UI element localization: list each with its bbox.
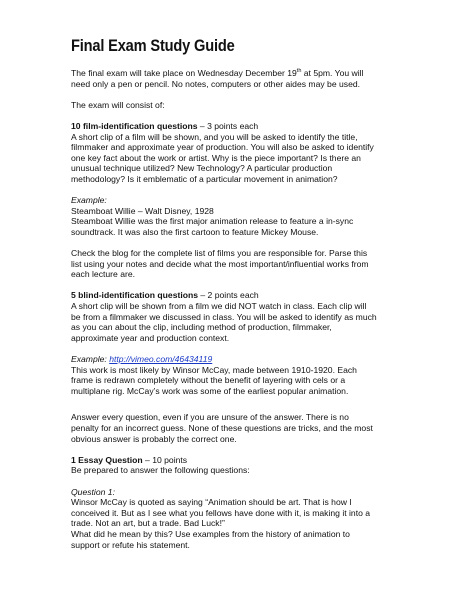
exam-consists-line: The exam will consist of: <box>71 99 165 110</box>
section1-body: A short clip of a film will be shown, and you will be asked to identify the title, filmmaker and approximate year of production. You will also be asked to identify one key fact about the work or artist. Why is the piece important? Is there an unusual technique utilized? New Technology? A particular production methodology? Is it emblematic of a particular movement in animation? <box>71 131 374 184</box>
answer-every-paragraph: Answer every question, even if you are unsure of the answer. There is no penalty for an incorrect guess. None of these questions are tricks, and the most obvious answer is probably the correct one. <box>71 412 373 444</box>
example-video-link[interactable]: http://vimeo.com/46434119 <box>109 354 213 365</box>
section2-example-label: Example: <box>71 354 107 365</box>
section1-heading-line <box>71 121 416 132</box>
section2-heading-line <box>71 290 416 301</box>
check-blog-paragraph: Check the blog for the complete list of films you are responsible for. Parse this list using your notes and decide what the most important/influential works from each lecture are. <box>71 248 369 280</box>
section1-points: – 3 points each <box>197 120 259 131</box>
document-title: Final Exam Study Guide <box>71 36 235 55</box>
intro-text-a: The final exam will take place on Wednesday December 19 <box>71 68 297 78</box>
section2-heading: 5 blind-identification questions <box>71 290 198 301</box>
intro-paragraph <box>71 68 416 89</box>
section1-example-body: Steamboat Willie – Walt Disney, 1928 Steamboat Willie was the first major animation release to feature a in-sync soundtrack. It was also the first cartoon to feature Mickey Mouse. <box>71 205 354 237</box>
section3-intro: Be prepared to answer the following questions: <box>71 465 250 476</box>
intro-superscript: th <box>296 68 302 75</box>
question1-body: Winsor McCay is quoted as saying “Animation should be art. That is how I conceived it. But as I see what you fellows have done with it, is making it into a trade. Not an art, but a trade. Bad Luck!” What did he mean by this? Use examples from the history of animation to support or refute his statement. <box>71 497 371 550</box>
section2-example-body: This work is most likely by Winsor McCay, made between 1910-1920. Each frame is redrawn completely without the benefit of layering with cels or a multiplane rig. McCay’s work was some of the earliest popular animation. <box>71 364 357 396</box>
section1-example-label: Example: <box>71 195 107 206</box>
section3-heading-line <box>71 455 416 466</box>
section3-points: – 10 points <box>142 454 188 465</box>
section2-points: – 2 points each <box>198 290 259 301</box>
section3-heading: 1 Essay Question <box>71 454 143 465</box>
intro-text-b: at 5pm. You will need only a pen or pencil. No notes, computers or other aides may be used. <box>71 68 364 89</box>
section2-body: A short clip will be shown from a film we did NOT watch in class. Each clip will be from a filmmaker we discussed in class. You will be asked to identify as much as you can about the clip, including method of production, filmmaker, approximate year and production context. <box>71 301 377 343</box>
section1-heading: 10 film-identification questions <box>71 120 198 131</box>
section2-example-line <box>71 354 416 365</box>
question1-label: Question 1: <box>71 486 115 497</box>
document-body <box>71 68 416 550</box>
